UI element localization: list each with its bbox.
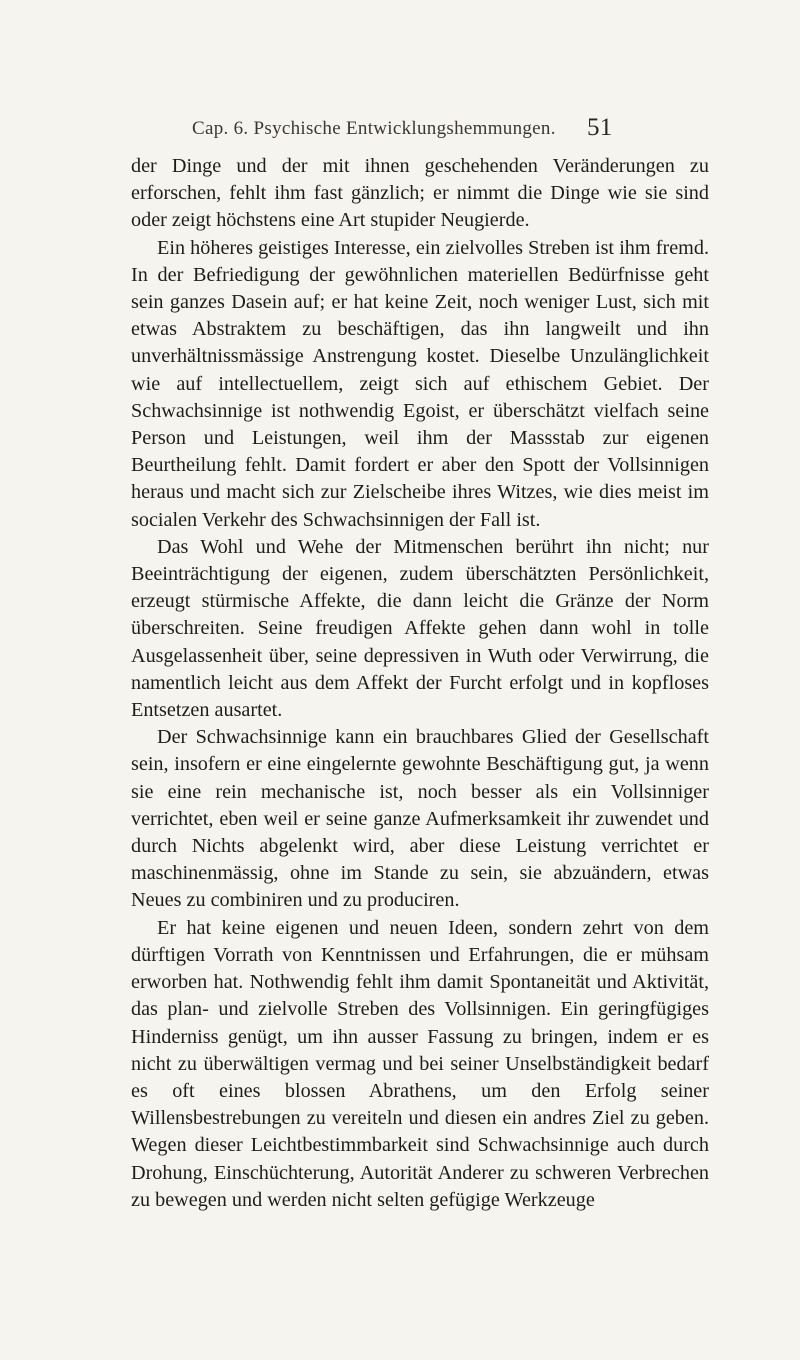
paragraph: Ein höheres geistiges Interesse, ein zielvolles Streben ist ihm fremd. In der Befriedigung der gewöhnlichen materiellen Bedürfnisse geht sein ganzes Dasein auf; er hat keine Zeit, noch weniger Lust, sich mit etwas Abstraktem zu beschäftigen, das ihn langweilt und ihn unverhältnissmässige Anstrengung kostet. Dieselbe Unzulänglichkeit wie auf intellectuellem, zeigt sich auf ethischem Gebiet. Der Schwachsinnige ist nothwendig Egoist, er überschätzt vielfach seine Person und Leistungen, weil ihm der Massstab zur eigenen Beurtheilung fehlt. Damit fordert er aber den Spott der Vollsinnigen heraus und macht sich zur Zielscheibe ihres Witzes, wie dies meist im socialen Verkehr des Schwachsinnigen der Fall ist. — [131, 236, 709, 531]
page-number: 51 — [587, 114, 613, 141]
paragraph: der Dinge und der mit ihnen geschehenden Veränderungen zu erforschen, fehlt ihm fast gänzlich; er nimmt die Dinge wie sie sind oder zeigt höchstens eine Art stupider Neugierde. — [131, 155, 709, 232]
running-header — [172, 114, 632, 144]
paragraph: Er hat keine eigenen und neuen Ideen, sondern zehrt von dem dürftigen Vorrath von Kenntnissen und Erfahrungen, die er mühsam erworben hat. Nothwendig fehlt ihm damit Spontaneität und Aktivität, das plan- und zielvolle Streben des Vollsinnigen. Ein geringfügiges Hinderniss genügt, um ihn ausser Fassung zu bringen, indem er es nicht zu überwältigen vermag und bei seiner Unselbständigkeit bedarf es oft eines blossen Abrathens, um den Erfolg seiner Willensbestrebungen zu vereiteln und diesen ein andres Ziel zu geben. Wegen dieser Leichtbestimmbarkeit sind Schwachsinnige auch durch Drohung, Einschüchterung, Autorität Anderer zu schweren Verbrechen zu bewegen und werden nicht selten gefügige Werkzeuge — [131, 916, 709, 1211]
body-text — [131, 153, 709, 1214]
paragraph: Das Wohl und Wehe der Mitmenschen berührt ihn nicht; nur Beeinträchtigung der eigenen, zudem überschätzten Persönlichkeit, erzeugt stürmische Affekte, die dann leicht die Gränze der Norm überschreiten. Seine freudigen Affekte gehen dann wohl in tolle Ausgelassenheit über, seine depressiven in Wuth oder Verwirrung, die namentlich leicht aus dem Affekt der Furcht erfolgt und in kopfloses Entsetzen ausartet. — [131, 535, 709, 722]
chapter-title: Cap. 6. Psychische Entwicklungshemmungen. — [192, 118, 556, 139]
paragraph: Der Schwachsinnige kann ein brauchbares Glied der Gesellschaft sein, insofern er eine eingelernte gewohnte Beschäftigung gut, ja wenn sie eine rein mechanische ist, noch besser als ein Vollsinniger verrichtet, eben weil er seine ganze Aufmerksamkeit ihr zuwendet und durch Nichts abgelenkt wird, aber diese Leistung verrichtet er maschinenmässig, ohne im Stande zu sein, sie abzuändern, etwas Neues zu combiniren und zu produciren. — [131, 726, 709, 912]
